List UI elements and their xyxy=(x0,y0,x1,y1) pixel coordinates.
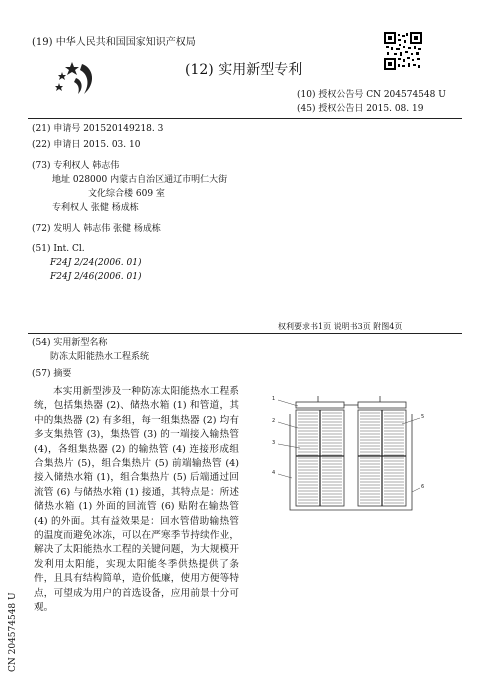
patentee: (73) 专利权人 韩志伟 xyxy=(32,161,120,171)
abstract-label: (57) 摘要 xyxy=(32,369,72,379)
address-line-2: 文化综合楼 609 室 xyxy=(88,189,165,199)
sipo-logo xyxy=(54,58,98,98)
classification-2: F24J 2/46(2006. 01) xyxy=(50,272,142,282)
publication-number: (10) 授权公告号 CN 204574548 U xyxy=(297,90,446,100)
document-type-title: (12) 实用新型专利 xyxy=(185,62,303,78)
figure-label-1: 1 xyxy=(272,396,276,402)
publication-date: (45) 授权公告日 2015. 08. 19 xyxy=(297,104,424,114)
figure-label-2: 2 xyxy=(272,418,276,424)
application-date: (22) 申请日 2015. 03. 10 xyxy=(32,140,141,150)
utility-model-title: 防冻太阳能热水工程系统 xyxy=(50,352,150,362)
qr-code xyxy=(384,32,422,70)
inventors: (72) 发明人 韩志伟 张健 杨成栋 xyxy=(32,224,161,234)
int-cl-label: (51) Int. Cl. xyxy=(32,244,85,254)
classification-1: F24J 2/24(2006. 01) xyxy=(50,258,142,268)
figure-label-5: 5 xyxy=(421,414,425,420)
title-label: (54) 实用新型名称 xyxy=(32,338,108,348)
figure-label-3: 3 xyxy=(272,440,276,446)
side-publication-code: CN 204574548 U xyxy=(8,592,18,672)
figure-label-4: 4 xyxy=(272,470,276,476)
co-patentees: 专利权人 张健 杨成栋 xyxy=(52,203,139,213)
solar-system-figure xyxy=(270,388,430,518)
biblio-divider xyxy=(28,333,462,334)
application-number: (21) 申请号 201520149218. 3 xyxy=(32,124,164,134)
address-line-1: 地址 028000 内蒙古自治区通辽市明仁大街 xyxy=(52,175,228,185)
abstract-text: 本实用新型涉及一种防冻太阳能热水工程系统，包括集热器 (2)、储热水箱 (1) 和管道，其中的集热器 (2) 有多组，每一组集热器 (2) 均有多支集热管 (3)，集热管 (3) 的一端接入输热管 (4)，各组集热器 (2) 的输热管 (4) 连接形成组合集热片 (5)，组合集热片 (5) 前端输热管 (4) 接入储热水箱 (1)，组合集热片 (5) 后端通过回流管 (6) 与储热水箱 (1) 接通，其特点是：所述储热水箱 (1) 外面的回流管 (6) 贴附在输热管 (4) 的外面。其有益效果是：回水管借助输热管的温度而避免冰冻，可以在严寒季节持续作业，解决了太阳能热水工程的关键问题，为大规模开发利用太阳能，实现太阳能冬季供热提供了条件，且具有结构简单，造价低廉，使用方便等特点，可望成为用户的首选设备，应用前景十分可观。 xyxy=(34,386,239,614)
page-counts: 权利要求书1页 说明书3页 附图4页 xyxy=(278,322,403,331)
office-header: (19) 中华人民共和国国家知识产权局 xyxy=(32,37,196,48)
header-divider xyxy=(28,118,462,119)
figure-label-6: 6 xyxy=(421,484,425,490)
